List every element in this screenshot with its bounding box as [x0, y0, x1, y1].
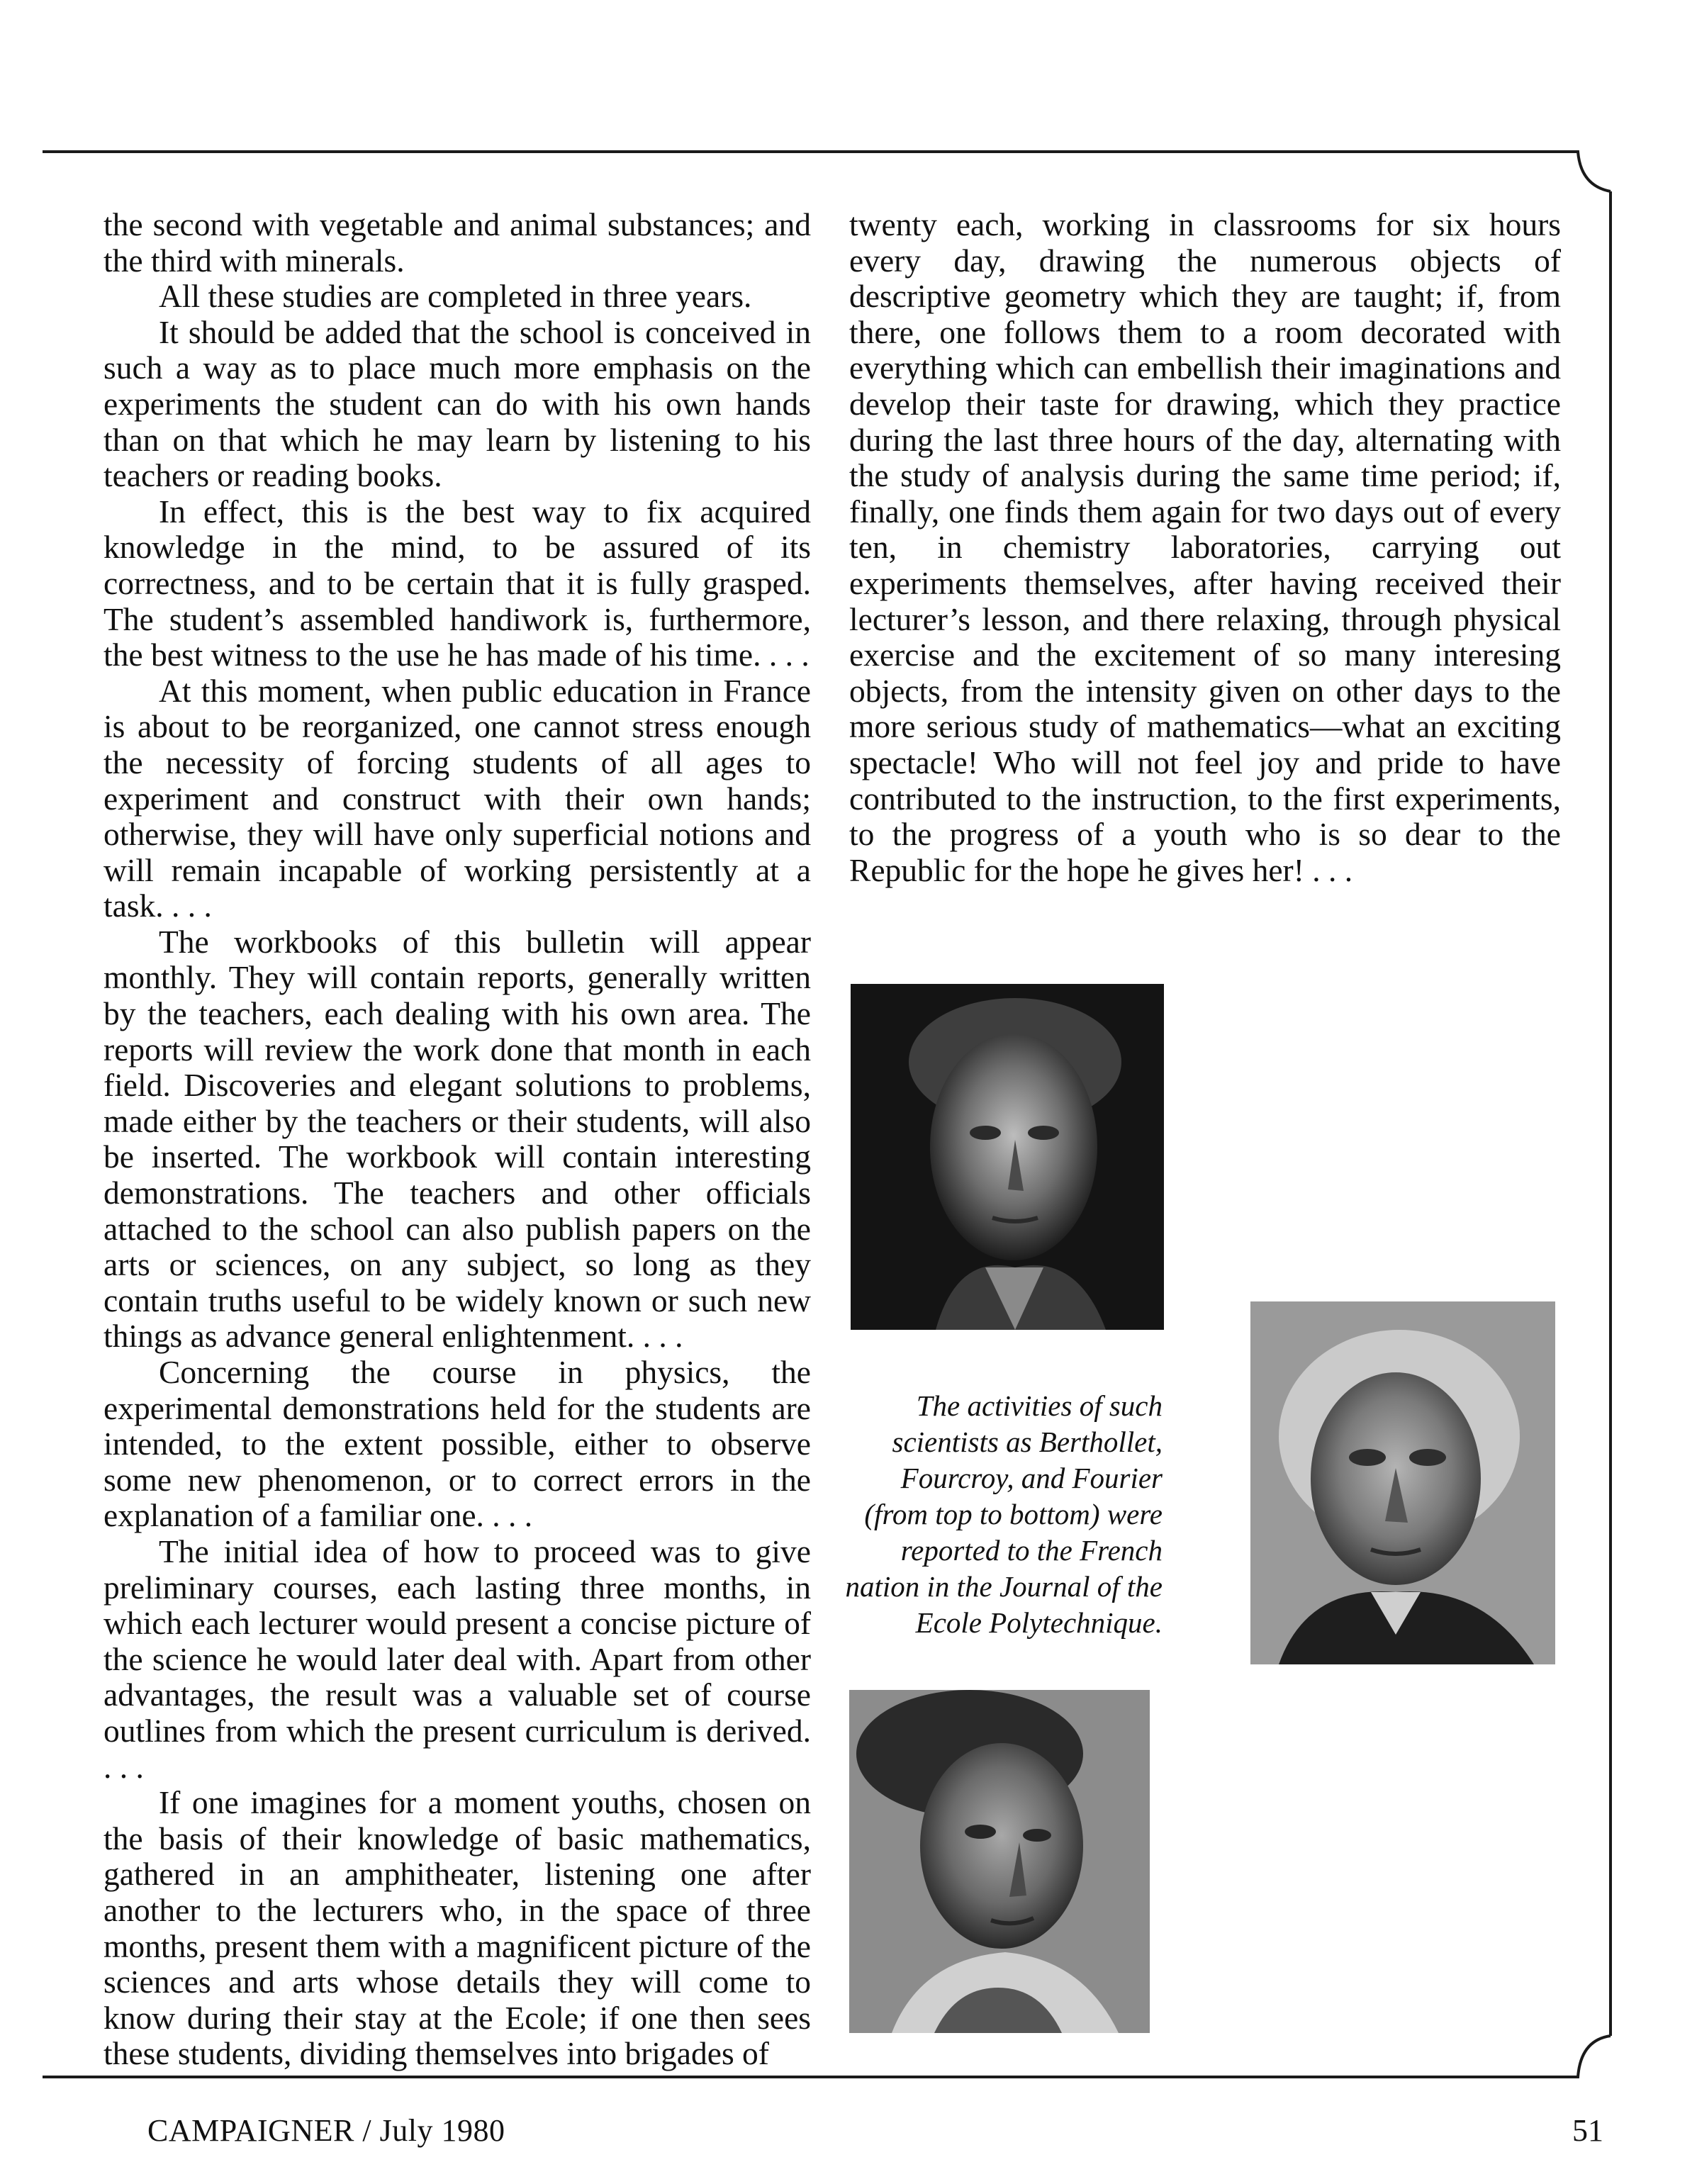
article-column-right — [849, 207, 1561, 888]
top-rule — [43, 152, 1611, 191]
paragraph: The workbooks of this bulletin will appear monthly. They will contain reports, generally written by the teachers, each dealing with his own area. The reports will review the work done that month in each field. Discoveries and elegant solutions to problems, made either by the teachers or their students, will also be inserted. The workbook will contain interesting demonstrations. The teachers and other officials attached to the school can also publish papers on the arts or sciences, on any subject, so long as they contain truths useful to be widely known or such new things as advance general enlightenment. . . . — [103, 923, 811, 1355]
paragraph: twenty each, working in classrooms for six hours every day, drawing the numerous objects of descriptive geometry which they are taught; if, from there, one follows them to a room decorated with everything which can embellish their imaginations and develop their taste for drawing, which they practice during the last three hours of the day, alternating with the study of analysis during the same time period; if, finally, one finds them again for two days out of every ten, in chemistry laboratories, carrying out experiments themselves, after having received their lecturer’s lesson, and there relaxing, through physical exercise and the excitement of so many interesing objects, from the intensity given on other days to the more serious study of mathematics—what an exciting spectacle! Who will not feel joy and pride to have contributed to the instruction, to the first experiments, to the progress of a youth who is so dear to the Republic for the hope he gives her! . . . — [849, 206, 1561, 888]
article-column-left — [103, 207, 811, 2072]
paragraph: In effect, this is the best way to fix acquired knowledge in the mind, to be assured of its correctness, and to be certain that it is fully grasped. The student’s assembled handiwork is, furthermore, the best witness to the use he has made of his time. . . . — [103, 493, 811, 673]
paragraph: The initial idea of how to proceed was to give preliminary courses, each lasting three months, in which each lecturer would present a concise picture of the science he would later deal with. Apart from other advantages, the result was a valuable set of course outlines from which the present curriculum is derived. . . . — [103, 1533, 811, 1785]
paragraph: At this moment, when public education in France is about to be reorganized, one cannot stress enough the necessity of forcing students of all ages to experiment and construct with their own hands; otherwise, they will have only superficial notions and will remain incapable of working persistently at a task. . . . — [103, 672, 811, 924]
paragraph: If one imagines for a moment youths, chosen on the basis of their knowledge of basic mathematics, gathered in an amphitheater, listening one after another to the lecturers who, in the space of three months, present them with a magnificent picture of the sciences and arts whose details they will come to know during their stay at the Ecole; if one then sees these students, dividing themselves into brigades of — [103, 1784, 811, 2072]
portrait-fourier — [849, 1690, 1150, 2033]
paragraph: It should be added that the school is conceived in such a way as to place much more emphasis on the experiments the student can do with his own hands than on that which he may learn by listening to his teachers or reading books. — [103, 313, 811, 494]
paragraph: the second with vegetable and animal substances; and the third with minerals. — [103, 206, 811, 279]
portrait-berthollet — [851, 984, 1164, 1330]
portrait-fourcroy — [1250, 1301, 1555, 1664]
paragraph: All these studies are completed in three years. — [159, 278, 752, 315]
footer-source: CAMPAIGNER / July 1980 — [147, 2113, 505, 2148]
figure-caption: The activities of such scientists as Berthollet, Fourcroy, and Fourier (from top to bottom) were reported to the French nation in the Journal of the Ecole Polytechnique. — [845, 1389, 1163, 1639]
page-number: 51 — [1572, 2113, 1603, 2148]
paragraph: Concerning the course in physics, the experimental demonstrations held for the students are intended, to the extent possible, either to observe some new phenomenon, or to correct errors in the explanation of a familiar one. . . . — [103, 1354, 811, 1534]
